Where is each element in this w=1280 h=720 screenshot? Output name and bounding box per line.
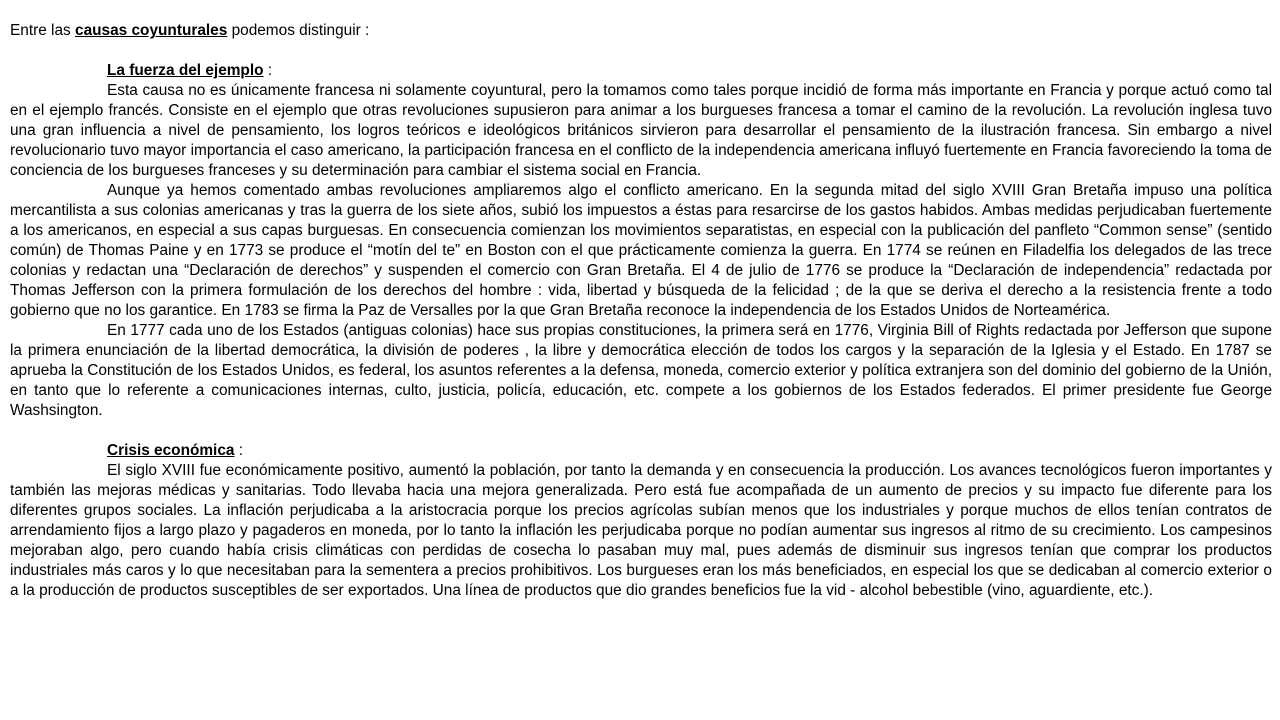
spacer (10, 421, 1272, 441)
section-title-suffix: : (263, 62, 273, 79)
section-heading-crisis (10, 441, 1272, 461)
document-page (10, 21, 1272, 601)
section-title: Crisis económica (107, 442, 235, 459)
intro-emphasis: causas coyunturales (75, 22, 228, 39)
intro-before: Entre las (10, 22, 76, 39)
intro-after: podemos distinguir : (227, 22, 370, 39)
paragraph: El siglo XVIII fue económicamente positivo, aumentó la población, por tanto la demanda y en consecuencia la producción. Los avances tecnológicos fueron importantes y también las mejoras médicas y sanitarias. Todo llevaba hacia una mejora generalizada. Pero está fue acompañada de un aumento de precios y su impacto fue diferente para los diferentes grupos sociales. La inflación perjudicaba a la aristocracia porque los precios agrícolas subían menos que los industriales y porque muchos de ellos tenían contratos de arrendamiento fijos a largo plazo y pagaderos en moneda, por lo tanto la inflación les perjudicaba porque no podían aumentar sus ingresos al ritmo de su crecimiento. Los campesinos mejoraban algo, pero cuando había crisis climáticas con perdidas de cosecha lo pasaban muy mal, pues además de disminuir sus ingresos tenían que comprar los productos industriales más caros y lo que necesitaban para la sementera a precios prohibitivos. Los burgueses eran los más beneficiados, en especial los que se dedicaban al comercio exterior o a la producción de productos susceptibles de ser exportados. Una línea de productos que dio grandes beneficios fue la vid - alcohol bebestible (vino, aguardiente, etc.). (10, 462, 1272, 599)
paragraph: En 1777 cada uno de los Estados (antiguas colonias) hace sus propias constituciones, la primera será en 1776, Virginia Bill of Rights redactada por Jefferson que supone la primera enunciación de la libertad democrática, la división de poderes , la libre y democrática elección de todos los cargos y la separación de la Iglesia y el Estado. En 1787 se aprueba la Constitución de los Estados Unidos, es federal, los asuntos referentes a la defensa, moneda, comercio exterior y política extranjera son del dominio del gobierno de la Unión, en tanto que lo referente a comunicaciones internas, culto, justicia, policía, educación, etc. compete a los gobiernos de los Estados federados. El primer presidente fue George Washsington. (10, 322, 1272, 419)
intro-line (10, 21, 1272, 41)
section-title: La fuerza del ejemplo (107, 62, 264, 79)
section-title-suffix: : (234, 442, 244, 459)
paragraph: Esta causa no es únicamente francesa ni solamente coyuntural, pero la tomamos como tales porque incidió de forma más importante en Francia y porque actuó como tal en el ejemplo francés. Consiste en el ejemplo que otras revoluciones supusieron para animar a los burgueses francesa a tomar el camino de la revolución. La revolución inglesa tuvo una gran influencia a nivel de pensamiento, los logros teóricos e ideológicos británicos sirvieron para desarrollar el pensamiento de la ilustración francesa. Sin embargo a nivel revolucionario tuvo mayor importancia el caso americano, la participación francesa en el conflicto de la independencia americana influyó fuertemente en Francia favoreciendo la toma de conciencia de los burgueses franceses y su determinación para cambiar el sistema social en Francia. (10, 82, 1272, 179)
paragraph: Aunque ya hemos comentado ambas revoluciones ampliaremos algo el conflicto americano. En la segunda mitad del siglo XVIII Gran Bretaña impuso una política mercantilista a sus colonias americanas y tras la guerra de los siete años, subió los impuestos a éstas para resarcirse de los gastos habidos. Ambas medidas perjudicaban fuertemente a los americanos, en especial a sus capas burguesas. En consecuencia comienzan los movimientos separatistas, en especial con la publicación del panfleto “Common sense” (sentido común) de Thomas Paine y en 1773 se produce el “motín del te” en Boston con el que prácticamente comienza la guerra. En 1774 se reúnen en Filadelfia los delegados de las trece colonias y redactan una “Declaración de derechos” y suspenden el comercio con Gran Bretaña. El 4 de julio de 1776 se produce la “Declaración de independencia” redactada por Thomas Jefferson con la primera formulación de los derechos del hombre : vida, libertad y búsqueda de la felicidad ; de la que se deriva el derecho a la resistencia frente a todo gobierno que no los garantice. En 1783 se firma la Paz de Versalles por la que Gran Bretaña reconoce la independencia de los Estados Unidos de Norteamérica. (10, 182, 1272, 319)
section-heading-fuerza (10, 61, 1272, 81)
spacer (10, 41, 1272, 61)
